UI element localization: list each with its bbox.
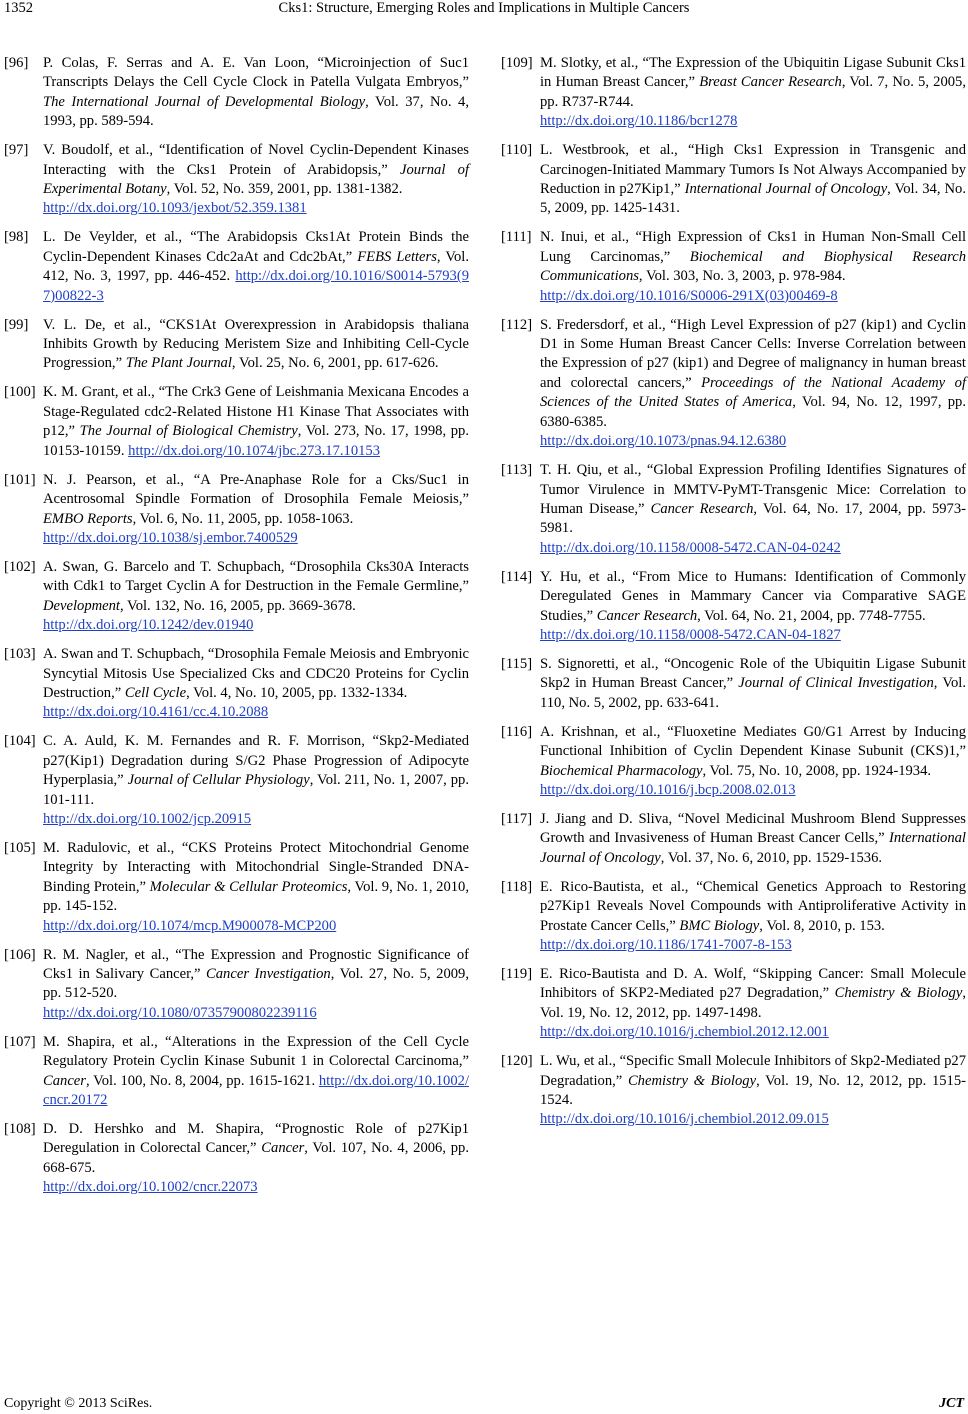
references-column-right: [501, 54, 966, 1139]
reference-number: [104]: [4, 733, 36, 750]
reference-number: [102]: [4, 558, 36, 575]
reference-number: [105]: [4, 839, 36, 856]
reference-details: , Vol. 64, No. 17, 2004, pp. 5973-5981.: [540, 500, 966, 537]
journal-abbreviation: JCT: [939, 1396, 964, 1411]
reference-item: [4, 471, 469, 549]
reference-number: [109]: [501, 55, 533, 71]
doi-link[interactable]: http://dx.doi.org/10.1038/sj.embor.7400529: [43, 529, 298, 546]
reference-journal: FEBS Letters: [357, 248, 437, 265]
reference-item: [501, 878, 966, 956]
reference-details: , Vol. 7, No. 5, 2005, pp. R737-R744.: [540, 74, 967, 110]
doi-link[interactable]: http://dx.doi.org/10.1073/pnas.94.12.6380: [540, 433, 787, 450]
reference-details: , Vol. 37, No. 4, 1993, pp. 589-594.: [43, 93, 469, 130]
reference-journal: Breast Cancer Research: [699, 74, 842, 91]
doi-link[interactable]: http://dx.doi.org/10.1002/cncr.22073: [43, 1179, 258, 1196]
reference-item: [501, 1052, 966, 1130]
reference-authors-title: V. L. De, et al., “CKS1At Overexpression in Arabidopsis thaliana Inhibits Growth by Reducing Meristem Size and Inhibiting Cell-Cycle Progression,”: [43, 316, 469, 372]
reference-number: [107]: [4, 1033, 36, 1050]
reference-journal: The Plant Journal: [125, 355, 232, 372]
reference-details: , Vol. 19, No. 12, 2012, pp. 1515-1524.: [540, 1072, 966, 1109]
reference-authors-title: L. Westbrook, et al., “High Cks1 Expression in Transgenic and Carcinogen-Initiated Mammary Tumors Is Not Always Accompanied by Reduction in p27Kip1,”: [540, 142, 966, 198]
reference-details: , Vol. 4, No. 10, 2005, pp. 1332-1334.: [186, 684, 408, 701]
reference-journal: Molecular & Cellular Proteomics: [149, 878, 348, 895]
reference-number: [114]: [501, 568, 533, 585]
reference-details: , Vol. 110, No. 5, 2002, pp. 633-641.: [540, 675, 966, 711]
reference-item: [501, 723, 966, 801]
doi-link[interactable]: http://dx.doi.org/10.1158/0008-5472.CAN-04-1827: [540, 626, 841, 643]
doi-link[interactable]: http://dx.doi.org/10.1093/jexbot/52.359.1381: [43, 200, 307, 217]
doi-link[interactable]: http://dx.doi.org/10.1016/j.chembiol.2012.09.015: [540, 1111, 829, 1128]
reference-details: , Vol. 37, No. 6, 2010, pp. 1529-1536.: [660, 849, 883, 866]
reference-authors-title: P. Colas, F. Serras and A. E. Van Loon, “Microinjection of Suc1 Transcripts Delays the Cell Cycle Clock in Patella Vulgata Embryos,”: [43, 55, 469, 91]
reference-authors-title: Y. Hu, et al., “From Mice to Humans: Identification of Commonly Deregulated Genes in Mammary Cancer via Comparative SAGE Studies,”: [540, 568, 966, 624]
reference-authors-title: K. M. Grant, et al., “The Crk3 Gene of Leishmania Mexicana Encodes a Stage-Regulated cdc2-Related Histone H1 Kinase That Associates with p12,”: [43, 384, 469, 440]
reference-details: , Vol. 8, 2010, p. 153.: [759, 917, 885, 934]
reference-details: , Vol. 64, No. 21, 2004, pp. 7748-7755.: [697, 607, 926, 624]
reference-journal: Journal of Cellular Physiology: [127, 772, 310, 789]
reference-item: [4, 839, 469, 936]
reference-journal: Cancer Research: [596, 607, 698, 624]
reference-details: , Vol. 52, No. 359, 2001, pp. 1381-1382.: [166, 181, 403, 198]
doi-link[interactable]: http://dx.doi.org/10.1016/j.chembiol.2012.12.001: [540, 1024, 829, 1041]
reference-number: [113]: [501, 462, 533, 479]
reference-details: , Vol. 75, No. 10, 2008, pp. 1924-1934.: [702, 762, 932, 779]
reference-journal: International Journal of Oncology: [540, 830, 966, 866]
doi-link[interactable]: http://dx.doi.org/10.1002/jcp.20915: [43, 810, 252, 827]
reference-number: [96]: [4, 55, 29, 71]
reference-authors-title: M. Slotky, et al., “The Expression of the Ubiquitin Ligase Subunit Cks1 in Human Breast Cancer,”: [540, 55, 966, 91]
reference-number: [118]: [501, 878, 533, 895]
reference-authors-title: L. Wu, et al., “Specific Small Molecule Inhibitors of Skp2-Mediated p27 Degradation,”: [540, 1053, 966, 1089]
reference-number: [99]: [4, 316, 29, 333]
reference-item: [501, 655, 966, 713]
reference-authors-title: C. A. Auld, K. M. Fernandes and R. F. Morrison, “Skp2-Mediated p27(Kip1) Degradation during S/G2 Phase Progression of Adipocyte Hyperplasia,”: [43, 733, 469, 789]
doi-link[interactable]: http://dx.doi.org/10.1186/bcr1278: [540, 113, 738, 130]
doi-link[interactable]: http://dx.doi.org/10.1016/S0014-5793(97)00822-3: [43, 268, 469, 304]
reference-journal: Cancer: [261, 1140, 305, 1157]
reference-journal: International Journal of Oncology: [684, 181, 888, 198]
reference-item: [4, 228, 469, 306]
reference-number: [103]: [4, 646, 36, 663]
reference-details: , Vol. 107, No. 4, 2006, pp. 668-675.: [43, 1140, 470, 1176]
reference-authors-title: E. Rico-Bautista, et al., “Chemical Genetics Approach to Restoring p27Kip1 Reveals Novel Compounds with Antiproliferative Activity in Prostate Cancer Cells,”: [540, 878, 966, 934]
reference-details: , Vol. 132, No. 16, 2005, pp. 3669-3678.: [120, 597, 356, 614]
copyright-notice: Copyright © 2013 SciRes.: [4, 1396, 153, 1411]
page-header: [4, 0, 964, 20]
reference-journal: BMC Biology: [679, 917, 760, 934]
reference-journal: Proceedings of the National Academy of Sciences of the United States of America: [540, 374, 966, 411]
reference-authors-title: A. Swan, G. Barcelo and T. Schupbach, “Drosophila Cks30A Interacts with Cdk1 to Target Cyclin A for Destruction in the Female Germline,”: [43, 558, 469, 595]
reference-details: , Vol. 303, No. 3, 2003, p. 978-984.: [638, 268, 846, 285]
reference-item: [501, 141, 966, 219]
reference-journal: EMBO Reports: [43, 510, 133, 527]
reference-details: , Vol. 9, No. 1, 2010, pp. 145-152.: [43, 878, 469, 915]
reference-authors-title: M. Radulovic, et al., “CKS Proteins Protect Mitochondrial Genome Integrity by Interacting with Mitochondrial Single-Stranded DNA-Binding Protein,”: [43, 839, 469, 895]
reference-number: [98]: [4, 229, 29, 246]
reference-journal: Cancer Research: [650, 500, 754, 517]
reference-authors-title: N. Inui, et al., “High Expression of Cks1 in Human Non-Small Cell Lung Carcinomas,”: [540, 229, 966, 265]
doi-link[interactable]: http://dx.doi.org/10.1016/S0006-291X(03)00469-8: [540, 287, 838, 304]
reference-authors-title: D. D. Hershko and M. Shapira, “Prognostic Role of p27Kip1 Deregulation in Colorectal Cancer,”: [43, 1121, 469, 1157]
reference-authors-title: R. M. Nagler, et al., “The Expression and Prognostic Significance of Cks1 in Salivary Cancer,”: [43, 946, 469, 982]
reference-authors-title: T. H. Qiu, et al., “Global Expression Profiling Identifies Signatures of Tumor Virulence in MMTV-PyMT-Transgenic Mice: Correlation to Human Disease,”: [540, 462, 966, 517]
reference-journal: Chemistry & Biology: [834, 985, 963, 1002]
reference-details: , Vol. 19, No. 12, 2012, pp. 1497-1498.: [540, 985, 966, 1021]
reference-journal: Cancer: [43, 1072, 86, 1089]
doi-link[interactable]: http://dx.doi.org/10.1186/1741-7007-8-153: [540, 937, 792, 953]
reference-details: , Vol. 34, No. 5, 2009, pp. 1425-1431.: [540, 181, 966, 217]
running-title: Cks1: Structure, Emerging Roles and Implications in Multiple Cancers: [278, 0, 690, 16]
reference-journal: The International Journal of Developmental Biology: [43, 93, 366, 110]
reference-authors-title: J. Jiang and D. Sliva, “Novel Medicinal Mushroom Blend Suppresses Growth and Invasiveness of Human Breast Cancer Cells,”: [540, 810, 966, 847]
reference-journal: Cell Cycle: [124, 684, 187, 701]
reference-details: , Vol. 100, No. 8, 2004, pp. 1615-1621.: [85, 1072, 319, 1089]
reference-item: [4, 1033, 469, 1111]
reference-authors-title: S. Fredersdorf, et al., “High Level Expression of p27 (kip1) and Cyclin D1 in Some Human Breast Cancer Cells: Inverse Correlation between the Expression of p27 (kip1) and Degree of malignancy in human breast and colorectal cancers,”: [540, 316, 966, 391]
reference-journal: Biochemical Pharmacology: [540, 762, 703, 779]
reference-item: [4, 383, 469, 461]
reference-details: , Vol. 211, No. 1, 2007, pp. 101-111.: [43, 772, 469, 808]
reference-item: [501, 54, 966, 132]
reference-journal: Journal of Clinical Investigation: [738, 675, 934, 692]
reference-journal: Cancer Investigation: [206, 966, 331, 982]
reference-authors-title: S. Signoretti, et al., “Oncogenic Role of the Ubiquitin Ligase Subunit Skp2 in Human Breast Cancer,”: [540, 655, 966, 692]
reference-authors-title: A. Swan and T. Schupbach, “Drosophila Female Meiosis and Embryonic Syncytial Mitosis Use Specialized Cks and CDC20 Proteins for Cyclin Destruction,”: [43, 646, 469, 701]
reference-details: , Vol. 6, No. 11, 2005, pp. 1058-1063.: [132, 510, 354, 527]
doi-link[interactable]: http://dx.doi.org/10.1080/07357900802239116: [43, 1004, 317, 1021]
reference-item: [4, 645, 469, 723]
reference-authors-title: A. Krishnan, et al., “Fluoxetine Mediates G0/G1 Arrest by Inducing Functional Inhibition of Cyclin Dependent Kinase Subunit (CKS)1,”: [540, 723, 966, 760]
reference-number: [117]: [501, 810, 533, 827]
reference-item: [4, 732, 469, 829]
reference-authors-title: M. Shapira, et al., “Alterations in the Expression of the Cell Cycle Regulatory Protein Cyclin Kinase Subunit 1 in Colorectal Carcinoma,”: [43, 1033, 469, 1070]
doi-link[interactable]: http://dx.doi.org/10.1242/dev.01940: [43, 617, 254, 634]
reference-details: , Vol. 273, No. 17, 1998, pp. 10153-10159.: [43, 423, 469, 459]
reference-item: [4, 558, 469, 636]
doi-link[interactable]: http://dx.doi.org/10.4161/cc.4.10.2088: [43, 704, 269, 721]
reference-item: [501, 461, 966, 558]
reference-item: [4, 54, 469, 132]
reference-details: , Vol. 27, No. 5, 2009, pp. 512-520.: [43, 966, 469, 1002]
doi-link[interactable]: http://dx.doi.org/10.1074/jbc.273.17.10153: [128, 442, 381, 459]
reference-number: [112]: [501, 316, 533, 333]
reference-details: , Vol. 412, No. 3, 1997, pp. 446-452.: [43, 248, 469, 285]
reference-number: [111]: [501, 229, 532, 246]
reference-item: [501, 228, 966, 306]
reference-item: [4, 316, 469, 374]
reference-journal: The Journal of Biological Chemistry: [79, 423, 298, 440]
reference-number: [97]: [4, 142, 29, 159]
doi-link[interactable]: http://dx.doi.org/10.1074/mcp.M900078-MCP200: [43, 917, 337, 934]
reference-authors-title: N. J. Pearson, et al., “A Pre-Anaphase Role for a Cks/Suc1 in Acentrosomal Spindle Formation of Drosophila Female Meiosis,”: [43, 471, 469, 508]
reference-item: [501, 965, 966, 1043]
reference-item: [501, 316, 966, 452]
page-footer: [4, 1396, 964, 1414]
reference-number: [116]: [501, 723, 533, 740]
references-column-left: [4, 54, 469, 1207]
reference-journal: Journal of Experimental Botany: [43, 161, 469, 198]
doi-link[interactable]: http://dx.doi.org/10.1016/j.bcp.2008.02.013: [540, 781, 796, 798]
doi-link[interactable]: http://dx.doi.org/10.1002/cncr.20172: [43, 1072, 469, 1109]
reference-item: [501, 568, 966, 646]
reference-item: [4, 1120, 469, 1198]
reference-number: [100]: [4, 384, 36, 401]
reference-number: [110]: [501, 142, 533, 159]
reference-number: [108]: [4, 1121, 36, 1138]
page-number: 1352: [4, 0, 33, 16]
reference-number: [119]: [501, 966, 533, 982]
reference-details: , Vol. 25, No. 6, 2001, pp. 617-626.: [231, 355, 439, 372]
reference-number: [120]: [501, 1053, 533, 1070]
reference-authors-title: L. De Veylder, et al., “The Arabidopsis Cks1At Protein Binds the Cyclin-Dependent Kinases Cdc2aAt and Cdc2bAt,”: [43, 229, 469, 265]
reference-details: , Vol. 94, No. 12, 1997, pp. 6380-6385.: [540, 394, 966, 430]
reference-journal: Chemistry & Biology: [627, 1072, 757, 1089]
reference-item: [4, 141, 469, 219]
reference-authors-title: V. Boudolf, et al., “Identification of Novel Cyclin-Dependent Kinases Interacting with the Cks1 Protein of Arabidopsis,”: [43, 142, 469, 178]
reference-item: [501, 810, 966, 868]
reference-number: [106]: [4, 946, 36, 963]
reference-authors-title: E. Rico-Bautista and D. A. Wolf, “Skipping Cancer: Small Molecule Inhibitors of SKP2-Mediated p27 Degradation,”: [540, 966, 966, 1002]
reference-journal: Development: [43, 597, 120, 614]
reference-journal: Biochemical and Biophysical Research Communications: [540, 248, 967, 285]
reference-number: [115]: [501, 655, 533, 672]
doi-link[interactable]: http://dx.doi.org/10.1158/0008-5472.CAN-04-0242: [540, 539, 841, 556]
reference-item: [4, 946, 469, 1024]
reference-number: [101]: [4, 471, 36, 488]
